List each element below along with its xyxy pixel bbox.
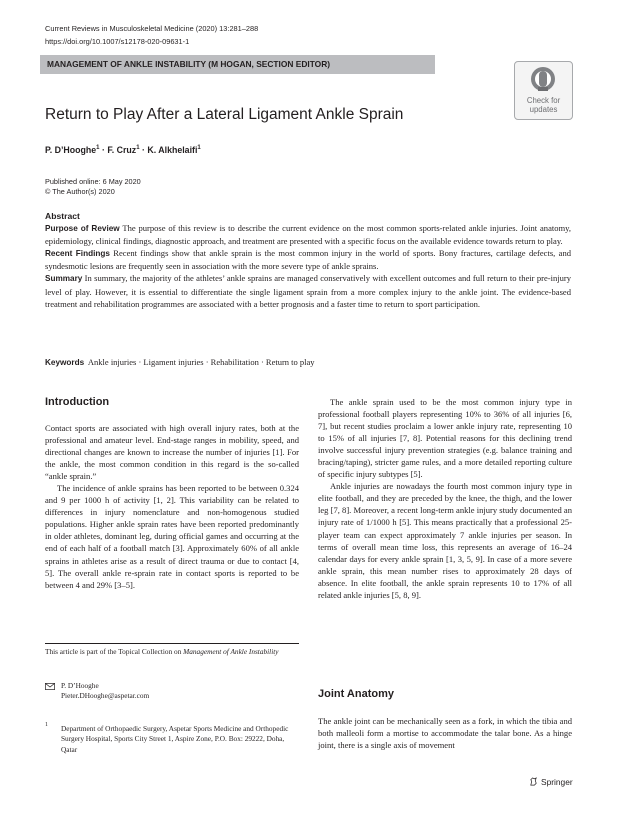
- abstract-purpose-label: Purpose of Review: [45, 224, 120, 234]
- check-for-updates-button[interactable]: [514, 61, 573, 120]
- introduction-heading: Introduction: [45, 396, 110, 408]
- published-date: Published online: 6 May 2020: [45, 177, 141, 186]
- joint-anatomy-heading: Joint Anatomy: [318, 688, 394, 700]
- author-affiliation-marker: 1: [96, 145, 100, 152]
- abstract-heading: Abstract: [45, 211, 80, 221]
- keywords-label: Keywords: [45, 358, 85, 367]
- author-separator: ·: [99, 145, 108, 155]
- copyright-notice: [45, 187, 115, 196]
- paragraph: The incidence of ankle sprains has been reported to be between 0.324 and 9 per 1000 h of activity [1, 2]. This variability can be related to differences in injury nomenclature and non-homogenous studied populations. Higher ankle sprain rates have been reported predominantly in older athletes, dominant leg, during official games and occurring at the end of each half of a football match [3]. Approximately 60% of all ankle sprains in athletes arise as a result of direct trauma or due to contact [4, 5]. The overall ankle re-sprain rate in contact sports is reported to be between 4 and 29% [3–5].: [45, 483, 299, 590]
- author-name[interactable]: K. Alkhelaifi: [147, 145, 198, 155]
- abstract-purpose-text: The purpose of this review is to describe the current evidence on the most common sports-related ankle injuries. Joint anatomy, epidemiology, clinical findings, diagnostic approach, and treatment are presented with a specific focus on the available evidence towards return to play.: [45, 223, 572, 247]
- keywords-line: [45, 357, 315, 367]
- abstract-summary-text: In summary, the majority of the athletes’ ankle sprains are managed conservatively with excellent outcomes and full return to their pre-injury level of play. However, it is essential to differentiate the single ligament sprain from a more complex injury to the ankle joint. The evidence-based treatment and rehabilitation programmes are associated with a better prognosis and a faster time to return to sport participation.: [45, 273, 571, 309]
- topical-collection-note: [45, 647, 299, 657]
- publisher-logo: [529, 777, 573, 787]
- check-for-updates-line2: updates: [529, 104, 558, 114]
- paragraph: Contact sports are associated with high overall injury rates, both at the professional and amateur level. End-stage ranges in mobility, speed, and directional changes are known to increase the number of injuries [1]. For the ankle, the most common condition in this regard is the so-called “ankle sprain.”: [45, 423, 299, 482]
- doi-link[interactable]: https://doi.org/10.1007/s12178-020-09631-1: [45, 37, 190, 46]
- right-column: [318, 396, 572, 601]
- check-for-updates-line1: Check for: [526, 96, 561, 105]
- corresponding-author-name: P. D’Hooghe: [61, 681, 99, 690]
- abstract-findings-text: Recent findings show that ankle sprain is the most common injury in the world of sports. Bony fractures, cartilage defects, and syndesmotic lesions are frequently seen in association with the more severe type of ankle sprains.: [45, 248, 572, 272]
- publisher-name: Springer: [541, 777, 573, 787]
- abstract-findings-label: Recent Findings: [45, 249, 110, 259]
- article-title: Return to Play After a Lateral Ligament Ankle Sprain: [45, 106, 404, 123]
- joint-anatomy-text: [318, 715, 572, 751]
- springer-horse-icon: [529, 777, 538, 786]
- journal-citation: Current Reviews in Musculoskeletal Medicine (2020) 13:281–288: [45, 24, 259, 33]
- copyright-text: The Author(s) 2020: [52, 187, 115, 196]
- left-column: [45, 422, 299, 591]
- author-list: [45, 145, 201, 155]
- keywords-text: Ankle injuries · Ligament injuries · Rehabilitation · Return to play: [87, 357, 315, 367]
- section-banner: [40, 55, 435, 74]
- author-name[interactable]: F. Cruz: [107, 145, 137, 155]
- paragraph: Ankle injuries are nowadays the fourth most common injury type in elite football, and they are preceded by the knee, the thigh, and the lower leg [7, 8]. Moreover, a recent long-term ankle injury study documented an injury rate of 1/1000 h [5]. This means practically that a professional 25-player team can expect approximately 7 ankle injuries per season. In terms of overall mean time loss, this represents an average of 16–24 calendar days for every ankle sprain [1, 3, 5, 9]. In case of a more severe ankle sprain, this mean number rises to approximately 28 days of absence. In elite football, the ankle sprain represents 10 to 17% of all related ankle injuries [5, 8, 9].: [318, 481, 572, 600]
- topical-note-collection: Management of Ankle Instability: [183, 647, 279, 656]
- copyright-icon: ©: [45, 187, 53, 196]
- abstract-summary-label: Summary: [45, 274, 83, 284]
- abstract-findings: [45, 247, 571, 272]
- affiliation-text: Department of Orthopaedic Surgery, Aspetar Sports Medicine and Orthopedic Surgery Hospital, Sports City Street 1, Aspire Zone, P.O. Box: 29222, Doha, Qatar: [61, 724, 289, 754]
- paragraph: The ankle sprain used to be the most common injury type in professional football players representing 10% to 36% of all injuries [6, 7], but recent studies proclaim a lower ankle injury rate, representing 10 to 15% of all injuries [7, 8]. Potential reasons for this declining trend involve successful injury prevention strategies (e.g. balance training and bracing/taping), stricter game rules, and a more detailed reporting culture of specific injury subtypes [5].: [318, 397, 572, 480]
- author-affiliation-marker: 1: [197, 145, 201, 152]
- envelope-icon: [45, 683, 55, 690]
- affiliation-number: 1: [45, 722, 48, 728]
- check-for-updates-label: [515, 97, 572, 114]
- corresponding-author-email[interactable]: Pieter.DHooghe@aspetar.com: [61, 691, 150, 700]
- footnote-divider: [45, 643, 299, 644]
- author-name[interactable]: P. D’Hooghe: [45, 145, 97, 155]
- crossmark-icon: [530, 66, 556, 92]
- author-separator: ·: [139, 145, 148, 155]
- abstract-summary: [45, 272, 571, 309]
- paragraph: The ankle joint can be mechanically seen as a fork, in which the tibia and both malleoli form a mortise to accommodate the talar bone. As a hinge joint, there is a single axis of movement: [318, 716, 572, 751]
- abstract-block: [45, 210, 571, 310]
- section-banner-label: MANAGEMENT OF ANKLE INSTABILITY (M HOGAN, SECTION EDITOR): [47, 59, 331, 69]
- abstract-purpose: [45, 222, 571, 247]
- topical-note-prefix: This article is part of the Topical Collection on: [45, 647, 184, 656]
- author-affiliation-marker: 1: [136, 145, 140, 152]
